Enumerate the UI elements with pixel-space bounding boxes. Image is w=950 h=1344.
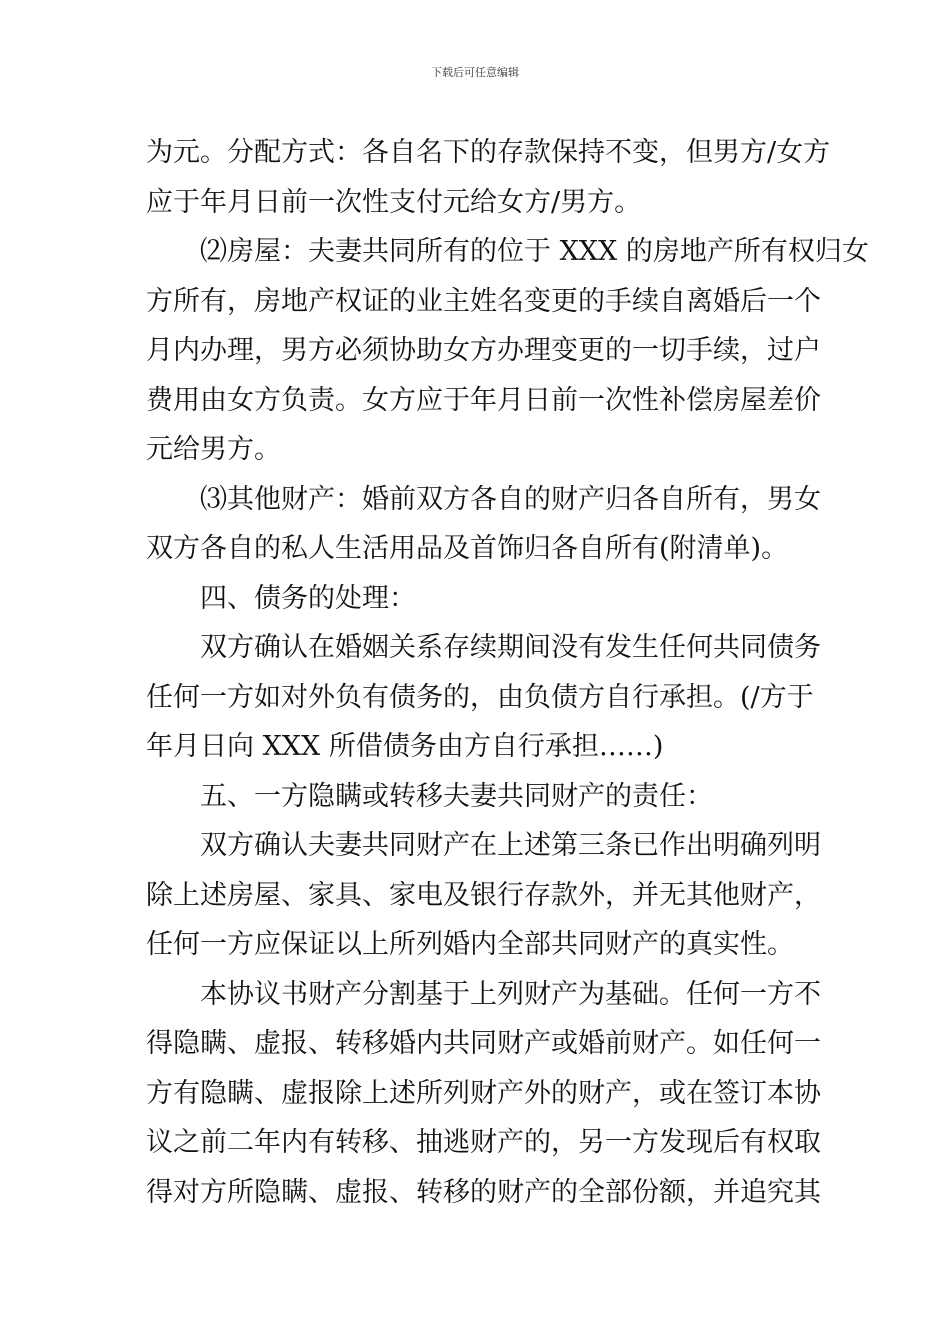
paragraph-start-line: ⑶其他财产：婚前双方各自的财产归各自所有，男女 xyxy=(200,483,821,515)
paragraph-start-line: ⑵房屋：夫妻共同所有的位于 XXX 的房地产所有权归女 xyxy=(200,236,869,267)
text-line: 任何一方应保证以上所列婚内全部共同财产的真实性。 xyxy=(146,929,794,960)
paragraph-start-line: 双方确认在婚姻关系存续期间没有发生任何共同债务 xyxy=(200,632,821,663)
text-line: 得对方所隐瞒、虚报、转移的财产的全部份额，并追究其 xyxy=(146,1176,821,1208)
paragraph-start-line: 本协议书财产分割基于上列财产为基础。任何一方不 xyxy=(200,978,821,1010)
paragraph-start-line: 双方确认夫妻共同财产在上述第三条已作出明确列明 xyxy=(200,830,821,861)
text-line: 议之前二年内有转移、抽逃财产的，另一方发现后有权取 xyxy=(146,1127,821,1158)
text-line: 方所有，房地产权证的业主姓名变更的手续自离婚后一个 xyxy=(146,285,821,317)
section-heading: 五、一方隐瞒或转移夫妻共同财产的责任： xyxy=(200,780,713,812)
document-body xyxy=(146,128,869,1217)
text-line: 费用由女方负责。女方应于年月日前一次性补偿房屋差价 xyxy=(146,384,821,416)
text-line: 应于年月日前一次性支付元给女方/男方。 xyxy=(146,186,642,218)
text-line: 双方各自的私人生活用品及首饰归各自所有(附清单)。 xyxy=(146,533,789,564)
text-line: 得隐瞒、虚报、转移婚内共同财产或婚前财产。如任何一 xyxy=(146,1028,821,1059)
text-line: 月内办理，男方必须协助女方办理变更的一切手续，过户 xyxy=(146,335,821,366)
text-line: 为元。分配方式：各自名下的存款保持不变，但男方/女方 xyxy=(146,137,831,168)
text-line: 除上述房屋、家具、家电及银行存款外，并无其他财产， xyxy=(146,879,821,911)
page-header: 下载后可任意编辑 xyxy=(431,66,519,79)
section-heading: 四、债务的处理： xyxy=(200,582,416,614)
text-line: 方有隐瞒、虚报除上述所列财产外的财产，或在签订本协 xyxy=(146,1077,821,1109)
text-line: 元给男方。 xyxy=(146,434,281,465)
text-line: 年月日向 XXX 所借债务由方自行承担……) xyxy=(146,731,664,762)
text-line: 任何一方如对外负有债务的，由负债方自行承担。(/方于 xyxy=(146,681,814,713)
